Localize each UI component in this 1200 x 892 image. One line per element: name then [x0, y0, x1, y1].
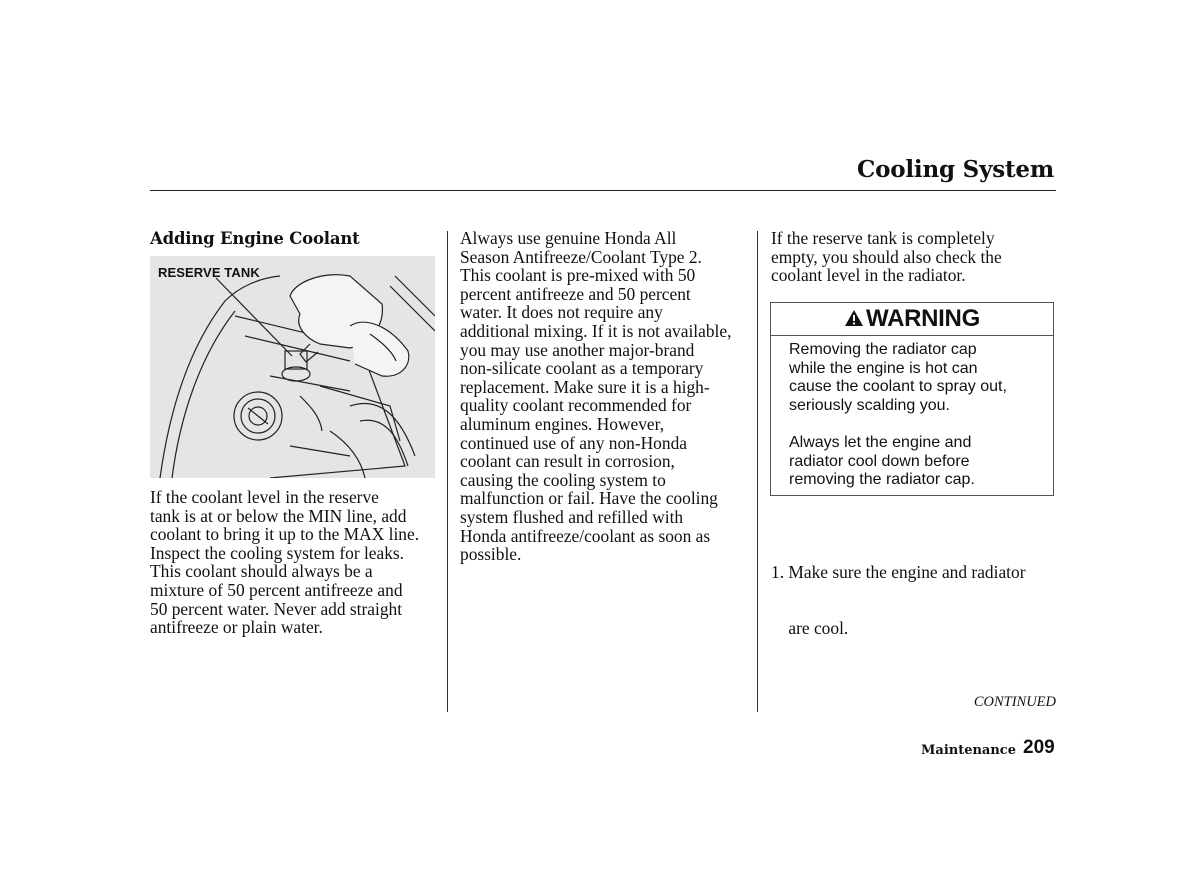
warning-paragraph-1 — [789, 341, 1044, 415]
figure-label: RESERVE TANK — [158, 265, 260, 280]
text-line: 50 percent water. Never add straight — [150, 598, 403, 619]
text-line: removing the radiator cap. — [789, 471, 975, 489]
engine-illustration — [150, 256, 435, 478]
text-line: are cool. — [771, 617, 849, 638]
text-line: This coolant is pre-mixed with 50 — [460, 265, 696, 286]
text-line: coolant can result in corrosion, — [460, 451, 675, 472]
text-line: Removing the radiator cap — [789, 341, 977, 358]
text-line: cause the coolant to spray out, — [789, 378, 1007, 396]
text-line: non-silicate coolant as a temporary — [460, 358, 704, 379]
text-line: possible. — [460, 544, 522, 565]
column-divider-left — [447, 231, 448, 712]
title-rule — [150, 190, 1056, 191]
text-line: seriously scalding you. — [789, 396, 950, 414]
text-line: system flushed and refilled with — [460, 506, 684, 527]
text-line: additional mixing. If it is not available, — [460, 320, 732, 341]
text-line: while the engine is hot can — [789, 359, 978, 377]
section-heading: Adding Engine Coolant — [150, 229, 360, 248]
text-line: water. It does not require any — [460, 302, 663, 323]
text-line: antifreeze or plain water. — [150, 617, 323, 638]
page-title: Cooling System — [857, 156, 1054, 183]
text-line: malfunction or fail. Have the cooling — [460, 488, 718, 509]
footer-section-name: Maintenance — [921, 743, 1016, 758]
warning-box — [770, 302, 1054, 496]
text-line: Season Antifreeze/Coolant Type 2. — [460, 246, 702, 267]
warning-header-rule — [771, 335, 1053, 336]
page-number: 209 — [1023, 737, 1055, 758]
text-line: mixture of 50 percent antifreeze and — [150, 579, 403, 600]
reserve-tank-figure — [150, 256, 435, 478]
text-line: Inspect the cooling system for leaks. — [150, 542, 405, 563]
text-line: continued use of any non-Honda — [460, 432, 687, 453]
warning-paragraph-2 — [789, 434, 1044, 490]
text-line: If the coolant level in the reserve — [150, 487, 379, 507]
text-line: This coolant should always be a — [150, 561, 373, 582]
text-line: tank is at or below the MIN line, add — [150, 505, 407, 526]
continued-label: CONTINUED — [973, 694, 1056, 710]
step-1 — [771, 526, 1025, 656]
text-line: quality coolant recommended for — [460, 395, 692, 416]
text-line: 1. Make sure the engine and radiator — [771, 562, 1026, 583]
column-divider-right — [757, 231, 758, 712]
text-line: radiator cool down before — [789, 452, 970, 470]
column3-intro — [771, 229, 1002, 285]
text-line: Always let the engine and — [789, 434, 972, 451]
text-line: replacement. Make sure it is a high- — [460, 376, 710, 397]
warning-triangle-icon — [844, 306, 864, 334]
text-line: aluminum engines. However, — [460, 413, 665, 434]
text-line: Always use genuine Honda All — [460, 228, 677, 248]
column1-paragraph — [150, 488, 419, 637]
text-line: If the reserve tank is completely — [771, 228, 995, 248]
text-line: empty, you should also check the — [771, 246, 1002, 267]
warning-title-text: WARNING — [866, 305, 980, 332]
text-line: percent antifreeze and 50 percent — [460, 283, 691, 304]
text-line: coolant to bring it up to the MAX line. — [150, 524, 420, 545]
warning-title — [771, 305, 1053, 334]
text-line: coolant level in the radiator. — [771, 265, 966, 286]
text-line: you may use another major-brand — [460, 339, 695, 360]
column2-paragraph — [460, 229, 731, 564]
text-line: causing the cooling system to — [460, 469, 666, 490]
text-line: Honda antifreeze/coolant as soon as — [460, 525, 711, 546]
